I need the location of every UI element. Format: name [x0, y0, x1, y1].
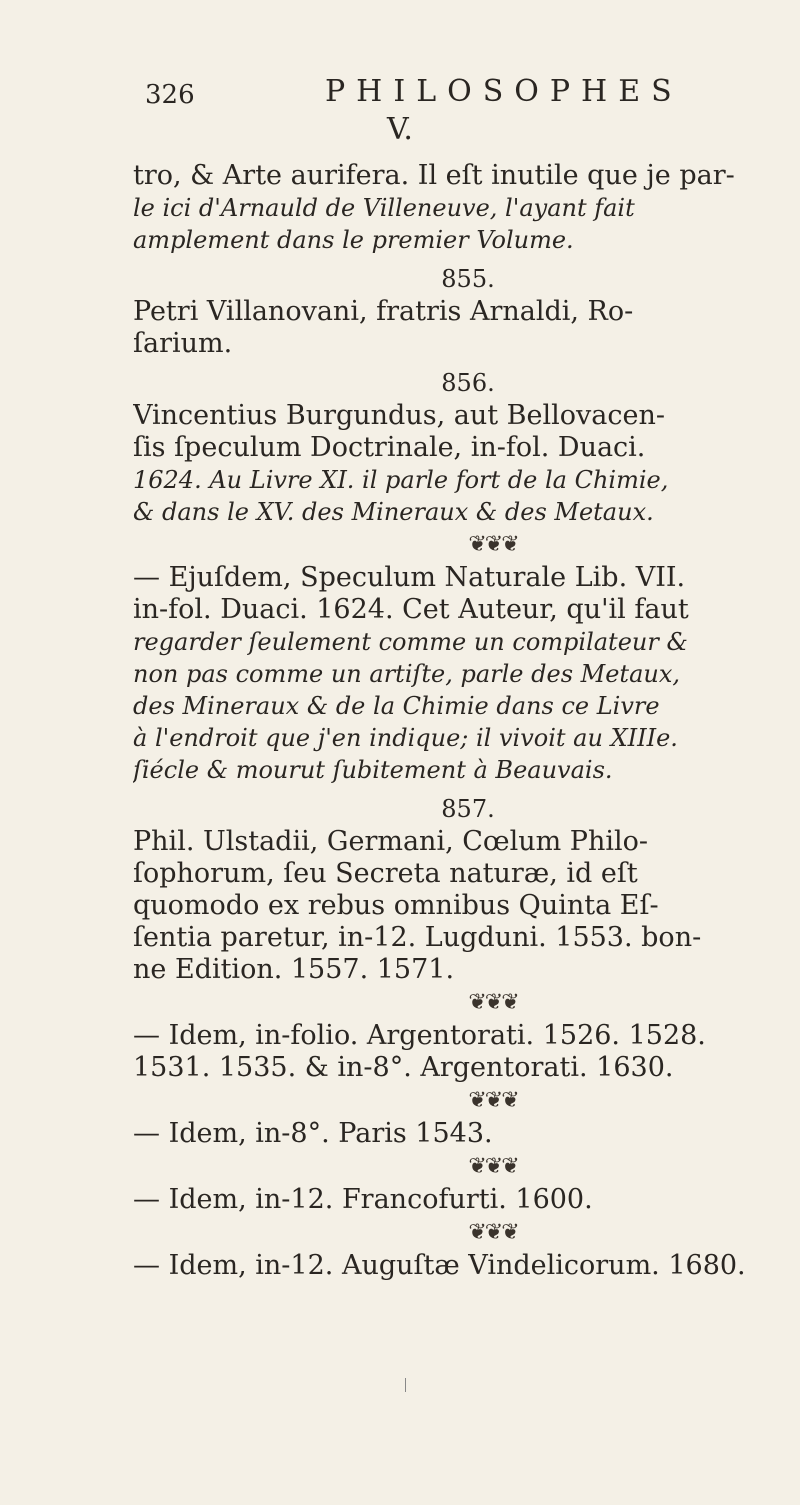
page-mark: [405, 1378, 410, 1392]
intro-paragraph: [133, 160, 773, 256]
entry-856: [133, 400, 773, 528]
text-line: & dans le XV. des Mineraux & des Metaux.: [133, 498, 654, 526]
text-line: ne Edition. 1557. 1571.: [133, 954, 455, 985]
text-line: 1531. 1535. & in-8°. Argentorati. 1630.: [133, 1052, 674, 1083]
text-line: ſis ſpeculum Doctrinale, in-fol. Duaci.: [133, 432, 646, 463]
text-line: à l'endroit que j'en indique; il vivoit au XIIIe.: [133, 724, 678, 752]
ornament-icon: ❦❦❦: [468, 1154, 518, 1179]
text-line: ſentia paretur, in-12. Lugduni. 1553. bon-: [133, 922, 702, 953]
page-header: [145, 74, 683, 114]
text-line: — Idem, in-folio. Argentorati. 1526. 1528.: [133, 1020, 706, 1051]
text-line: ſiécle & mourut ſubitement à Beauvais.: [133, 756, 613, 784]
text-line: non pas comme un artiſte, parle des Metaux,: [133, 660, 680, 688]
entry-idem-2: — Idem, in-8°. Paris 1543.: [133, 1118, 493, 1149]
text-line: Petri Villanovani, fratris Arnaldi, Ro-: [133, 296, 634, 327]
text-line: Vincentius Burgundus, aut Bellovacen-: [133, 400, 665, 431]
text-line: 1624. Au Livre XI. il parle fort de la Chimie,: [133, 466, 669, 494]
text-line: in-fol. Duaci. 1624. Cet Auteur, qu'il faut: [133, 594, 689, 625]
text-line: — Ejuſdem, Speculum Naturale Lib. VII.: [133, 562, 686, 593]
entry-number: 856.: [441, 369, 495, 397]
running-subtitle: V.: [387, 112, 413, 147]
ornament-icon: ❦❦❦: [468, 532, 518, 557]
entry-number: 857.: [441, 795, 495, 823]
text-line: ſarium.: [133, 328, 233, 359]
ornament-icon: ❦❦❦: [468, 1220, 518, 1245]
entry-idem-4: — Idem, in-12. Auguſtæ Vindelicorum. 1680.: [133, 1250, 746, 1281]
entry-857: [133, 826, 773, 986]
text-line: Phil. Ulstadii, Germani, Cœlum Philo-: [133, 826, 649, 857]
entry-number: 855.: [441, 265, 495, 293]
entry-idem-1: [133, 1020, 773, 1084]
page-number: 326: [145, 80, 195, 110]
entry-idem-3: — Idem, in-12. Francofurti. 1600.: [133, 1184, 593, 1215]
text-line: ſophorum, ſeu Secreta naturæ, id eſt: [133, 858, 638, 889]
ornament-icon: ❦❦❦: [468, 990, 518, 1015]
text-line: regarder ſeulement comme un compilateur &: [133, 628, 688, 656]
page-text: [133, 160, 773, 1282]
text-line: amplement dans le premier Volume.: [133, 226, 574, 254]
text-line: le ici d'Arnauld de Villeneuve, l'ayant fait: [133, 194, 635, 222]
entry-ejusdem: [133, 562, 773, 786]
text-line: tro, & Arte aurifera. Il eſt inutile que je par-: [133, 160, 735, 191]
text-line: des Mineraux & de la Chimie dans ce Livre: [133, 692, 660, 720]
entry-855: [133, 296, 773, 360]
running-title: PHILOSOPHES: [325, 74, 683, 109]
text-line: quomodo ex rebus omnibus Quinta Eſ-: [133, 890, 659, 921]
ornament-icon: ❦❦❦: [468, 1088, 518, 1113]
